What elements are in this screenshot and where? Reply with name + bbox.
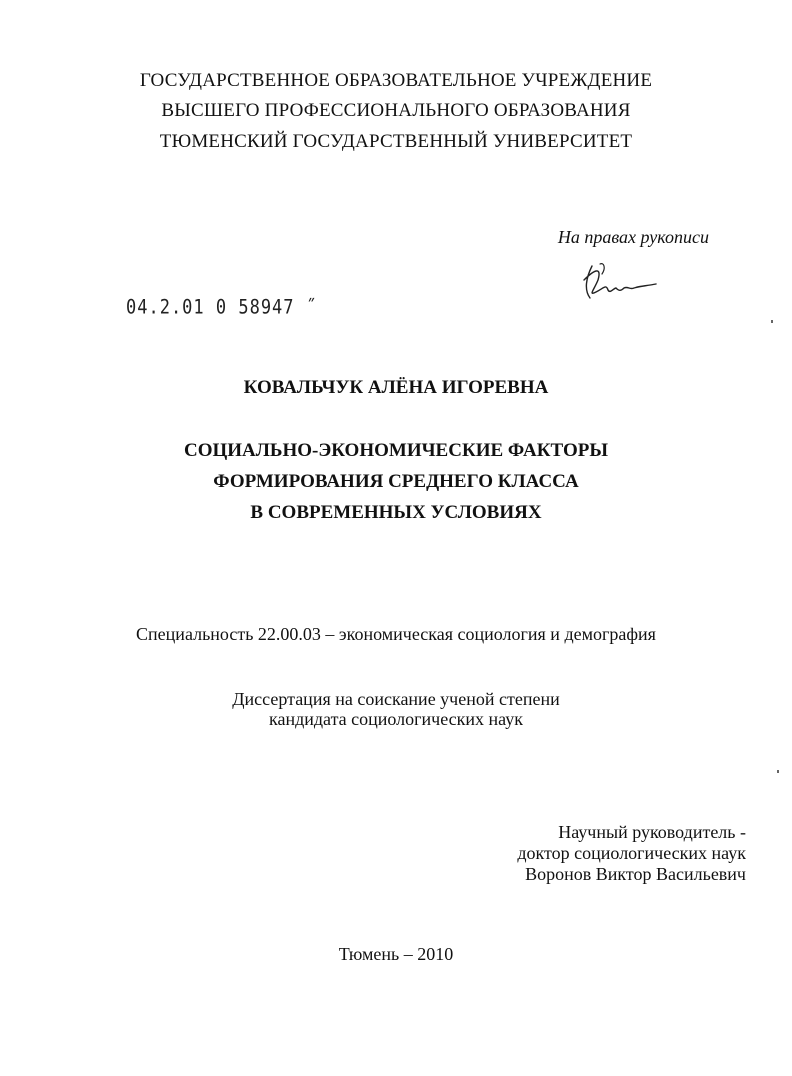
title-line-1: СОЦИАЛЬНО-ЭКОНОМИЧЕСКИЕ ФАКТОРЫ <box>183 440 609 461</box>
author-name: КОВАЛЬЧУК АЛЁНА ИГОРЕВНА <box>243 377 549 398</box>
title-line-2: ФОРМИРОВАНИЯ СРЕДНЕГО КЛАССА <box>213 471 579 492</box>
city-year: Тюмень – 2010 <box>338 944 454 964</box>
title-line-3: В СОВРЕМЕННЫХ УСЛОВИЯХ <box>250 502 542 523</box>
signature-icon <box>580 258 660 306</box>
institution-line-1: ГОСУДАРСТВЕННОЕ ОБРАЗОВАТЕЛЬНОЕ УЧРЕЖДЕНИЕ <box>139 70 653 91</box>
institution-line-3: ТЮМЕНСКИЙ ГОСУДАРСТВЕННЫЙ УНИВЕРСИТЕТ <box>159 131 633 152</box>
manuscript-note: На правах рукописи <box>557 227 709 247</box>
supervisor-line-2: доктор социологических наук <box>517 843 746 863</box>
scan-speck <box>777 770 779 773</box>
degree-line-2: кандидата социологических наук <box>269 709 523 729</box>
supervisor-line-3: Воронов Виктор Васильевич <box>525 864 746 884</box>
registry-number: 04.2.01 0 58947 ˝ <box>126 296 317 319</box>
degree-line-1: Диссертация на соискание ученой степени <box>232 689 560 709</box>
specialty: Специальность 22.00.03 – экономическая социология и демография <box>136 624 656 644</box>
scan-speck <box>771 320 773 323</box>
supervisor-line-1: Научный руководитель - <box>558 822 746 842</box>
institution-line-2: ВЫСШЕГО ПРОФЕССИОНАЛЬНОГО ОБРАЗОВАНИЯ <box>161 100 631 121</box>
